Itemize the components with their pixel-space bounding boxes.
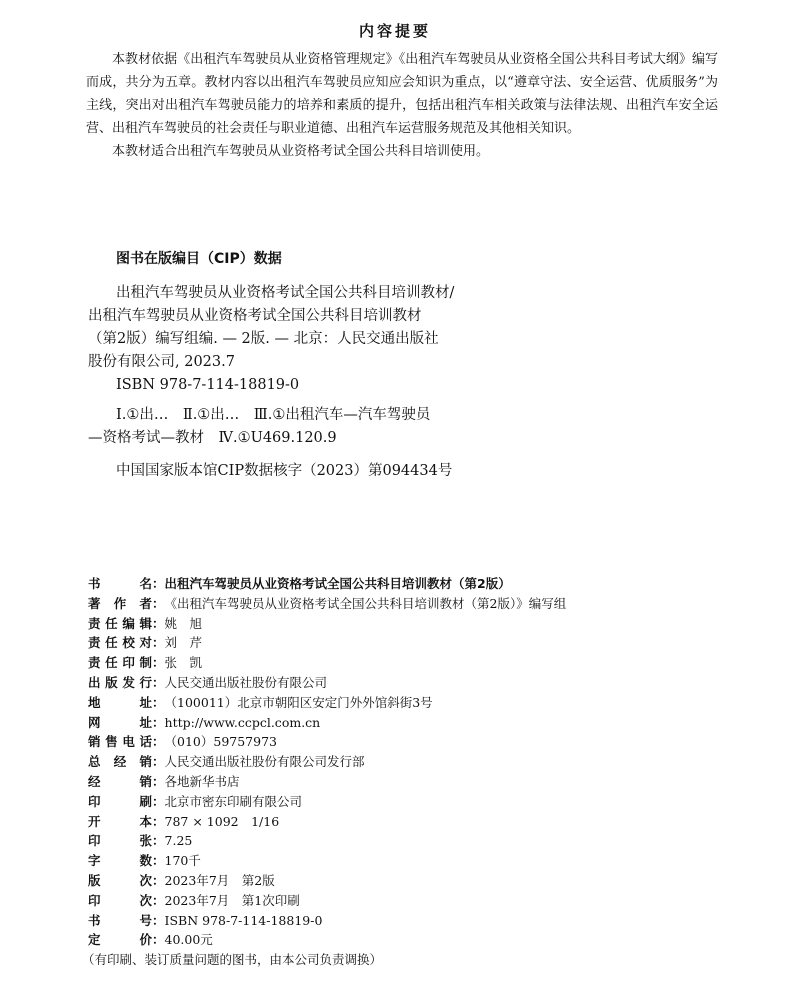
cip-line: （第2版）编写组编. — 2版. — 北京：人民交通出版社 bbox=[88, 331, 439, 347]
quality-note: （有印刷、装订质量问题的图书，由本公司负责调换） bbox=[82, 952, 383, 968]
pub-info-value: 2023年7月 第1次印刷 bbox=[164, 892, 300, 908]
pub-info-value: ISBN 978-7-114-18819-0 bbox=[164, 912, 323, 928]
pub-info-value: 7.25 bbox=[164, 833, 193, 849]
pub-info-value: （010）59757973 bbox=[164, 734, 277, 750]
pub-info-label: 版次 bbox=[88, 872, 152, 888]
pub-info-value: （100011）北京市朝阳区安定门外外馆斜街3号 bbox=[164, 694, 433, 710]
pub-info-label: 定价 bbox=[88, 932, 152, 948]
pub-info-colon: ： bbox=[152, 912, 165, 928]
pub-info-value: 出租汽车驾驶员从业资格考试全国公共科目培训教材（第2版） bbox=[164, 576, 511, 591]
pub-info-row bbox=[88, 614, 728, 634]
pub-info-row bbox=[88, 732, 728, 752]
pub-info-colon: ： bbox=[152, 793, 165, 809]
pub-info-colon: ： bbox=[152, 892, 165, 908]
pub-info-colon: ： bbox=[152, 813, 165, 829]
pub-info-label: 书名 bbox=[88, 576, 152, 591]
pub-info-value: 各地新华书店 bbox=[164, 773, 240, 789]
pub-info-value: 40.00元 bbox=[164, 932, 213, 948]
pub-info-row bbox=[88, 792, 728, 812]
summary-body bbox=[86, 48, 718, 163]
pub-info-label: 责任编辑 bbox=[88, 615, 152, 631]
pub-info-label: 网址 bbox=[88, 714, 152, 730]
cip-verification: 中国国家版本馆CIP数据核字（2023）第094434号 bbox=[116, 463, 453, 479]
pub-info-row bbox=[88, 653, 728, 673]
cip-heading: 图书在版编目（CIP）数据 bbox=[116, 251, 282, 267]
pub-info-colon: ： bbox=[152, 872, 165, 888]
pub-info-row bbox=[88, 812, 728, 832]
pub-info-label: 书号 bbox=[88, 912, 152, 928]
summary-paragraph: 本教材依据《出租汽车驾驶员从业资格管理规定》《出租汽车驾驶员从业资格全国公共科目考试大纲》编写而成，共分为五章。教材内容以出租汽车驾驶员应知应会知识为重点，以“遵章守法、安全运营、优质服务”为主线，突出对出租汽车驾驶员能力的培养和素质的提升，包括出租汽车相关政策与法律法规、出租汽车安全运营、出租汽车驾驶员的社会责任与职业道德、出租汽车运营服务规范及其他相关知识。 bbox=[86, 52, 718, 136]
pub-info-colon: ： bbox=[152, 694, 165, 710]
cip-isbn: ISBN 978-7-114-18819-0 bbox=[116, 377, 300, 393]
pub-info-label: 印张 bbox=[88, 833, 152, 849]
pub-info-colon: ： bbox=[152, 714, 165, 730]
pub-info-label: 出版发行 bbox=[88, 674, 152, 690]
pub-info-row bbox=[88, 772, 728, 792]
pub-info-colon: ： bbox=[152, 635, 165, 651]
pub-info-value: http://www.ccpcl.com.cn bbox=[164, 714, 321, 730]
pub-info-value: 张 凯 bbox=[164, 655, 203, 671]
cip-classification: Ⅰ.①出… Ⅱ.①出… Ⅲ.①出租汽车—汽车驾驶员 bbox=[116, 407, 431, 423]
summary-paragraph: 本教材适合出租汽车驾驶员从业资格考试全国公共科目培训使用。 bbox=[112, 144, 490, 159]
cip-line: 股份有限公司, 2023.7 bbox=[88, 354, 235, 370]
publication-info bbox=[82, 574, 728, 970]
pub-info-row bbox=[88, 633, 728, 653]
pub-info-row bbox=[88, 871, 728, 891]
summary-title: 内容提要 bbox=[358, 22, 431, 40]
pub-info-label: 印次 bbox=[88, 892, 152, 908]
pub-info-value: 《出租汽车驾驶员从业资格考试全国公共科目培训教材（第2版）》编写组 bbox=[164, 595, 567, 611]
pub-info-label: 著作者 bbox=[88, 595, 152, 611]
pub-info-row bbox=[88, 673, 728, 693]
pub-info-row bbox=[88, 911, 728, 931]
cip-block bbox=[88, 282, 528, 483]
pub-info-value: 170千 bbox=[164, 853, 201, 869]
pub-info-row bbox=[88, 713, 728, 733]
pub-info-value: 人民交通出版社股份有限公司 bbox=[164, 674, 328, 690]
pub-info-colon: ： bbox=[152, 853, 165, 869]
pub-info-row bbox=[88, 574, 728, 594]
pub-info-value: 北京市密东印刷有限公司 bbox=[164, 793, 303, 809]
pub-info-colon: ： bbox=[152, 754, 165, 770]
pub-info-value: 刘 芹 bbox=[164, 635, 203, 651]
pub-info-colon: ： bbox=[152, 932, 165, 948]
pub-info-label: 字数 bbox=[88, 853, 152, 869]
pub-info-row bbox=[88, 752, 728, 772]
pub-info-row bbox=[88, 930, 728, 950]
pub-info-row bbox=[88, 831, 728, 851]
pub-info-colon: ： bbox=[152, 655, 165, 671]
pub-info-label: 总经销 bbox=[88, 754, 152, 770]
pub-info-label: 经销 bbox=[88, 773, 152, 789]
cip-classification: —资格考试—教材 Ⅳ.①U469.120.9 bbox=[88, 430, 337, 446]
pub-info-label: 地址 bbox=[88, 694, 152, 710]
pub-info-label: 开本 bbox=[88, 813, 152, 829]
pub-info-row bbox=[88, 594, 728, 614]
pub-info-value: 787 × 1092 1/16 bbox=[164, 813, 280, 829]
pub-info-row bbox=[88, 693, 728, 713]
pub-info-colon: ： bbox=[152, 615, 165, 631]
pub-info-label: 责任印制 bbox=[88, 655, 152, 671]
pub-info-row bbox=[88, 891, 728, 911]
pub-info-label: 责任校对 bbox=[88, 635, 152, 651]
pub-info-row bbox=[88, 851, 728, 871]
pub-info-colon: ： bbox=[152, 773, 165, 789]
pub-info-colon: ： bbox=[152, 576, 165, 591]
pub-info-colon: ： bbox=[152, 734, 165, 750]
pub-info-colon: ： bbox=[152, 674, 165, 690]
cip-line: 出租汽车驾驶员从业资格考试全国公共科目培训教材 bbox=[88, 308, 422, 324]
pub-info-colon: ： bbox=[152, 833, 165, 849]
pub-info-label: 印刷 bbox=[88, 793, 152, 809]
pub-info-label: 销售电话 bbox=[88, 734, 152, 750]
pub-info-value: 人民交通出版社股份有限公司发行部 bbox=[164, 754, 365, 770]
cip-line: 出租汽车驾驶员从业资格考试全国公共科目培训教材/ bbox=[116, 285, 455, 301]
pub-info-colon: ： bbox=[152, 595, 165, 611]
pub-info-value: 2023年7月 第2版 bbox=[164, 872, 275, 888]
pub-info-value: 姚 旭 bbox=[164, 615, 203, 631]
